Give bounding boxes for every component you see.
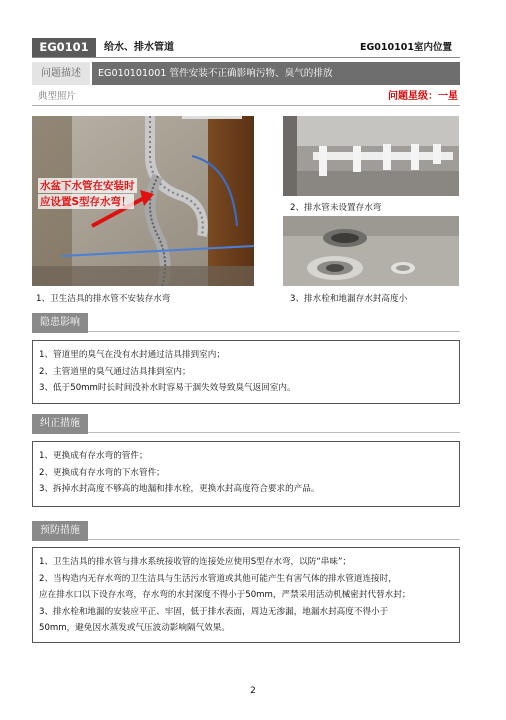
photo-overlay-line-2: 应设置S型存水弯！ — [40, 196, 132, 208]
issue-label: 问题描述 — [32, 62, 90, 85]
prevention-item-2: 2、当构造内无存水弯的卫生洁具与生活污水管道或其他可能产生有害气体的排水管道连接时， — [39, 573, 397, 584]
header-title: 给水、排水管道 — [104, 42, 174, 53]
photos-label: 典型照片 — [32, 88, 460, 106]
issue-text: EG010101001 管件安装不正确影响污物、臭气的排放 — [92, 62, 460, 85]
item-code: EG0101 — [32, 38, 96, 57]
page-number: 2 — [250, 686, 256, 696]
impact-item-1: 1、管道里的臭气在没有水封通过洁具排到室内； — [39, 350, 225, 360]
correction-item-2: 2、更换成有存水弯的下水管件； — [39, 467, 165, 478]
section-rule-prevention — [32, 539, 460, 540]
photo-caption-1: 1、卫生洁具的排水管不安装存水弯 — [36, 294, 171, 304]
correction-item-3: 3、拆掉水封高度不够高的地漏和排水栓，更换水封高度符合要求的产品。 — [39, 484, 320, 494]
issue-rating: 问题星级：一星 — [388, 91, 458, 102]
photo-floor-drain — [283, 216, 459, 286]
section-box-correction — [32, 441, 460, 507]
prevention-item-1: 1、卫生洁具的排水管与排水系统接收管的连接处应使用S型存水弯，以防“串味”； — [39, 557, 352, 567]
section-rule-impact — [32, 331, 460, 332]
photo-caption-2: 2、排水管未设置存水弯 — [290, 203, 382, 213]
impact-item-3: 3、低于50mm时长时间没补水时容易干涸失效导致臭气返回室内。 — [39, 383, 296, 393]
correction-item-1: 1、更换成有存水弯的管件； — [39, 451, 148, 461]
prevention-item-3: 应在排水口以下设存水弯，存水弯的水封深度不得小于50mm，严禁采用活动机械密封代替水封； — [39, 590, 411, 600]
section-title-prevention: 预防措施 — [32, 521, 88, 541]
photo-drain-pipes — [283, 116, 459, 196]
photo-overlay-line-1: 水盆下水管在安装时 — [40, 180, 135, 192]
impact-item-2: 2、主管道里的臭气通过洁具排到室内； — [39, 366, 191, 377]
photo-sink-drain — [32, 116, 254, 286]
header-location: EG010101室内位置 — [360, 42, 452, 53]
section-box-prevention — [32, 547, 460, 643]
prevention-item-4: 3、排水栓和地漏的安装应平正、牢固，低于排水表面，周边无渗漏，地漏水封高度不得小于 — [39, 606, 389, 617]
section-rule-correction — [32, 432, 460, 433]
section-title-correction: 纠正措施 — [32, 414, 88, 434]
section-title-impact: 隐患影响 — [32, 313, 88, 333]
section-box-impact — [32, 340, 460, 404]
photo-caption-3: 3、排水栓和地漏存水封高度小 — [290, 294, 408, 304]
prevention-item-5: 50mm，避免因水蒸发或气压波动影响隔气效果。 — [39, 623, 230, 633]
